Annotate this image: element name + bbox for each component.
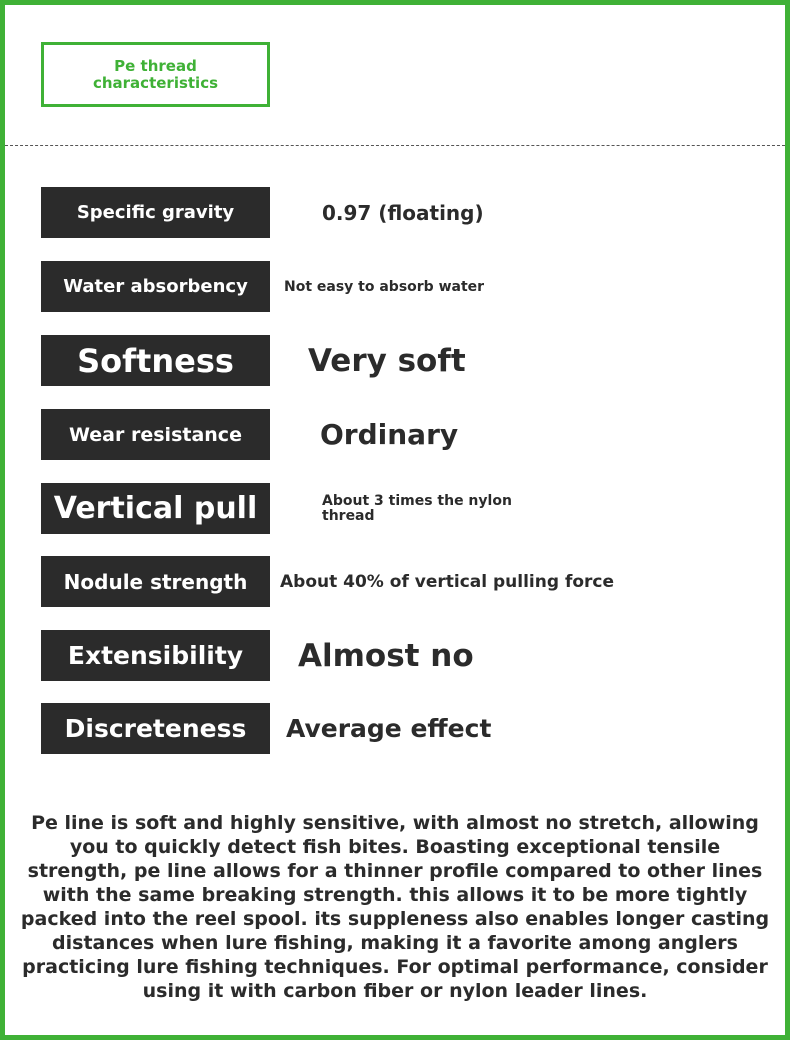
spec-row-wear-resistance — [41, 409, 741, 460]
spec-label: Wear resistance — [41, 409, 270, 460]
spec-row-specific-gravity — [41, 187, 741, 238]
spec-label: Discreteness — [41, 703, 270, 754]
dashed-divider — [5, 145, 785, 146]
spec-row-softness — [41, 335, 741, 386]
spec-value: Almost no — [298, 637, 474, 674]
spec-label: Specific gravity — [41, 187, 270, 238]
title-box — [41, 42, 270, 107]
spec-label: Vertical pull — [41, 483, 270, 534]
spec-label: Softness — [41, 335, 270, 386]
spec-value: About 3 times the nylon thread — [322, 492, 512, 524]
spec-row-discreteness — [41, 703, 741, 754]
spec-row-nodule-strength — [41, 556, 741, 607]
spec-label: Nodule strength — [41, 556, 270, 607]
spec-value: 0.97 (floating) — [322, 200, 484, 225]
spec-label: Water absorbency — [41, 261, 270, 312]
spec-row-vertical-pull — [41, 483, 741, 534]
description-paragraph: Pe line is soft and highly sensitive, with almost no stretch, allowing you to quickly detect fish bites. Boasting exceptional tensile strength, pe line allows for a thinner profile compared to other lines with the same breaking strength. this allows it to be more tightly packed into the reel spool. its suppleness also enables longer casting distances when lure fishing, making it a favorite among anglers practicing lure fishing techniques. For optimal performance, consider using it with carbon fiber or nylon leader lines. — [20, 812, 770, 1002]
spec-value: Not easy to absorb water — [284, 278, 485, 295]
spec-value: Ordinary — [320, 418, 459, 451]
spec-label: Extensibility — [41, 630, 270, 681]
page-title: Pe thread characteristics — [92, 56, 219, 92]
spec-value: Very soft — [308, 342, 466, 379]
spec-value: Average effect — [286, 714, 492, 743]
spec-row-water-absorbency — [41, 261, 741, 312]
spec-row-extensibility — [41, 630, 741, 681]
spec-value: About 40% of vertical pulling force — [280, 571, 615, 592]
